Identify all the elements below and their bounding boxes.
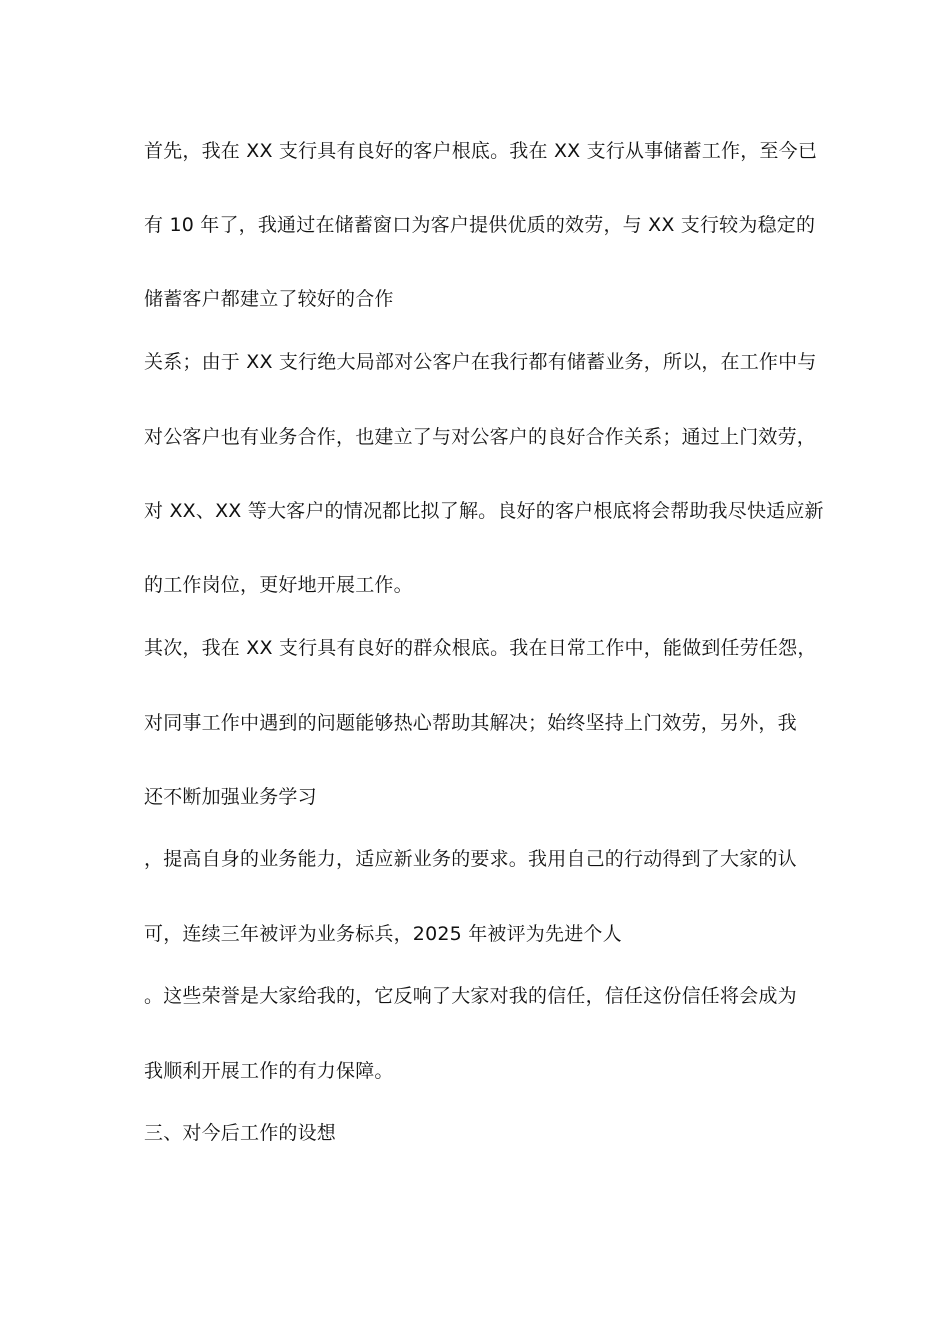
paragraph-line-6: 对 XX、XX 等大客户的情况都比拟了解。良好的客户根底将会帮助我尽快适应新 — [144, 500, 824, 522]
paragraph-line-5: 对公客户也有业务合作，也建立了与对公客户的良好合作关系；通过上门效劳， — [144, 426, 817, 448]
paragraph-line-11: ，提高自身的业务能力，适应新业务的要求。我用自己的行动得到了大家的认 — [144, 848, 797, 870]
paragraph-line-2: 有 10 年了，我通过在储蓄窗口为客户提供优质的效劳，与 XX 支行较为稳定的 — [144, 214, 816, 236]
paragraph-line-12: 可，连续三年被评为业务标兵，2025 年被评为先进个人 — [144, 923, 622, 945]
paragraph-line-3: 储蓄客户都建立了较好的合作 — [144, 288, 394, 310]
paragraph-line-7: 的工作岗位，更好地开展工作。 — [144, 574, 413, 596]
paragraph-line-9: 对同事工作中遇到的问题能够热心帮助其解决；始终坚持上门效劳，另外，我 — [144, 712, 797, 734]
paragraph-line-1: 首先，我在 XX 支行具有良好的客户根底。我在 XX 支行从事储蓄工作，至今已 — [144, 140, 818, 162]
paragraph-line-8: 其次，我在 XX 支行具有良好的群众根底。我在日常工作中，能做到任劳任怨， — [144, 637, 817, 659]
paragraph-line-13: 。这些荣誉是大家给我的，它反响了大家对我的信任，信任这份信任将会成为 — [144, 985, 797, 1007]
paragraph-line-10: 还不断加强业务学习 — [144, 786, 317, 808]
paragraph-line-14: 我顺利开展工作的有力保障。 — [144, 1060, 394, 1082]
paragraph-line-4: 关系；由于 XX 支行绝大局部对公客户在我行都有储蓄业务，所以，在工作中与 — [144, 351, 817, 373]
section-heading: 三、对今后工作的设想 — [144, 1122, 337, 1144]
